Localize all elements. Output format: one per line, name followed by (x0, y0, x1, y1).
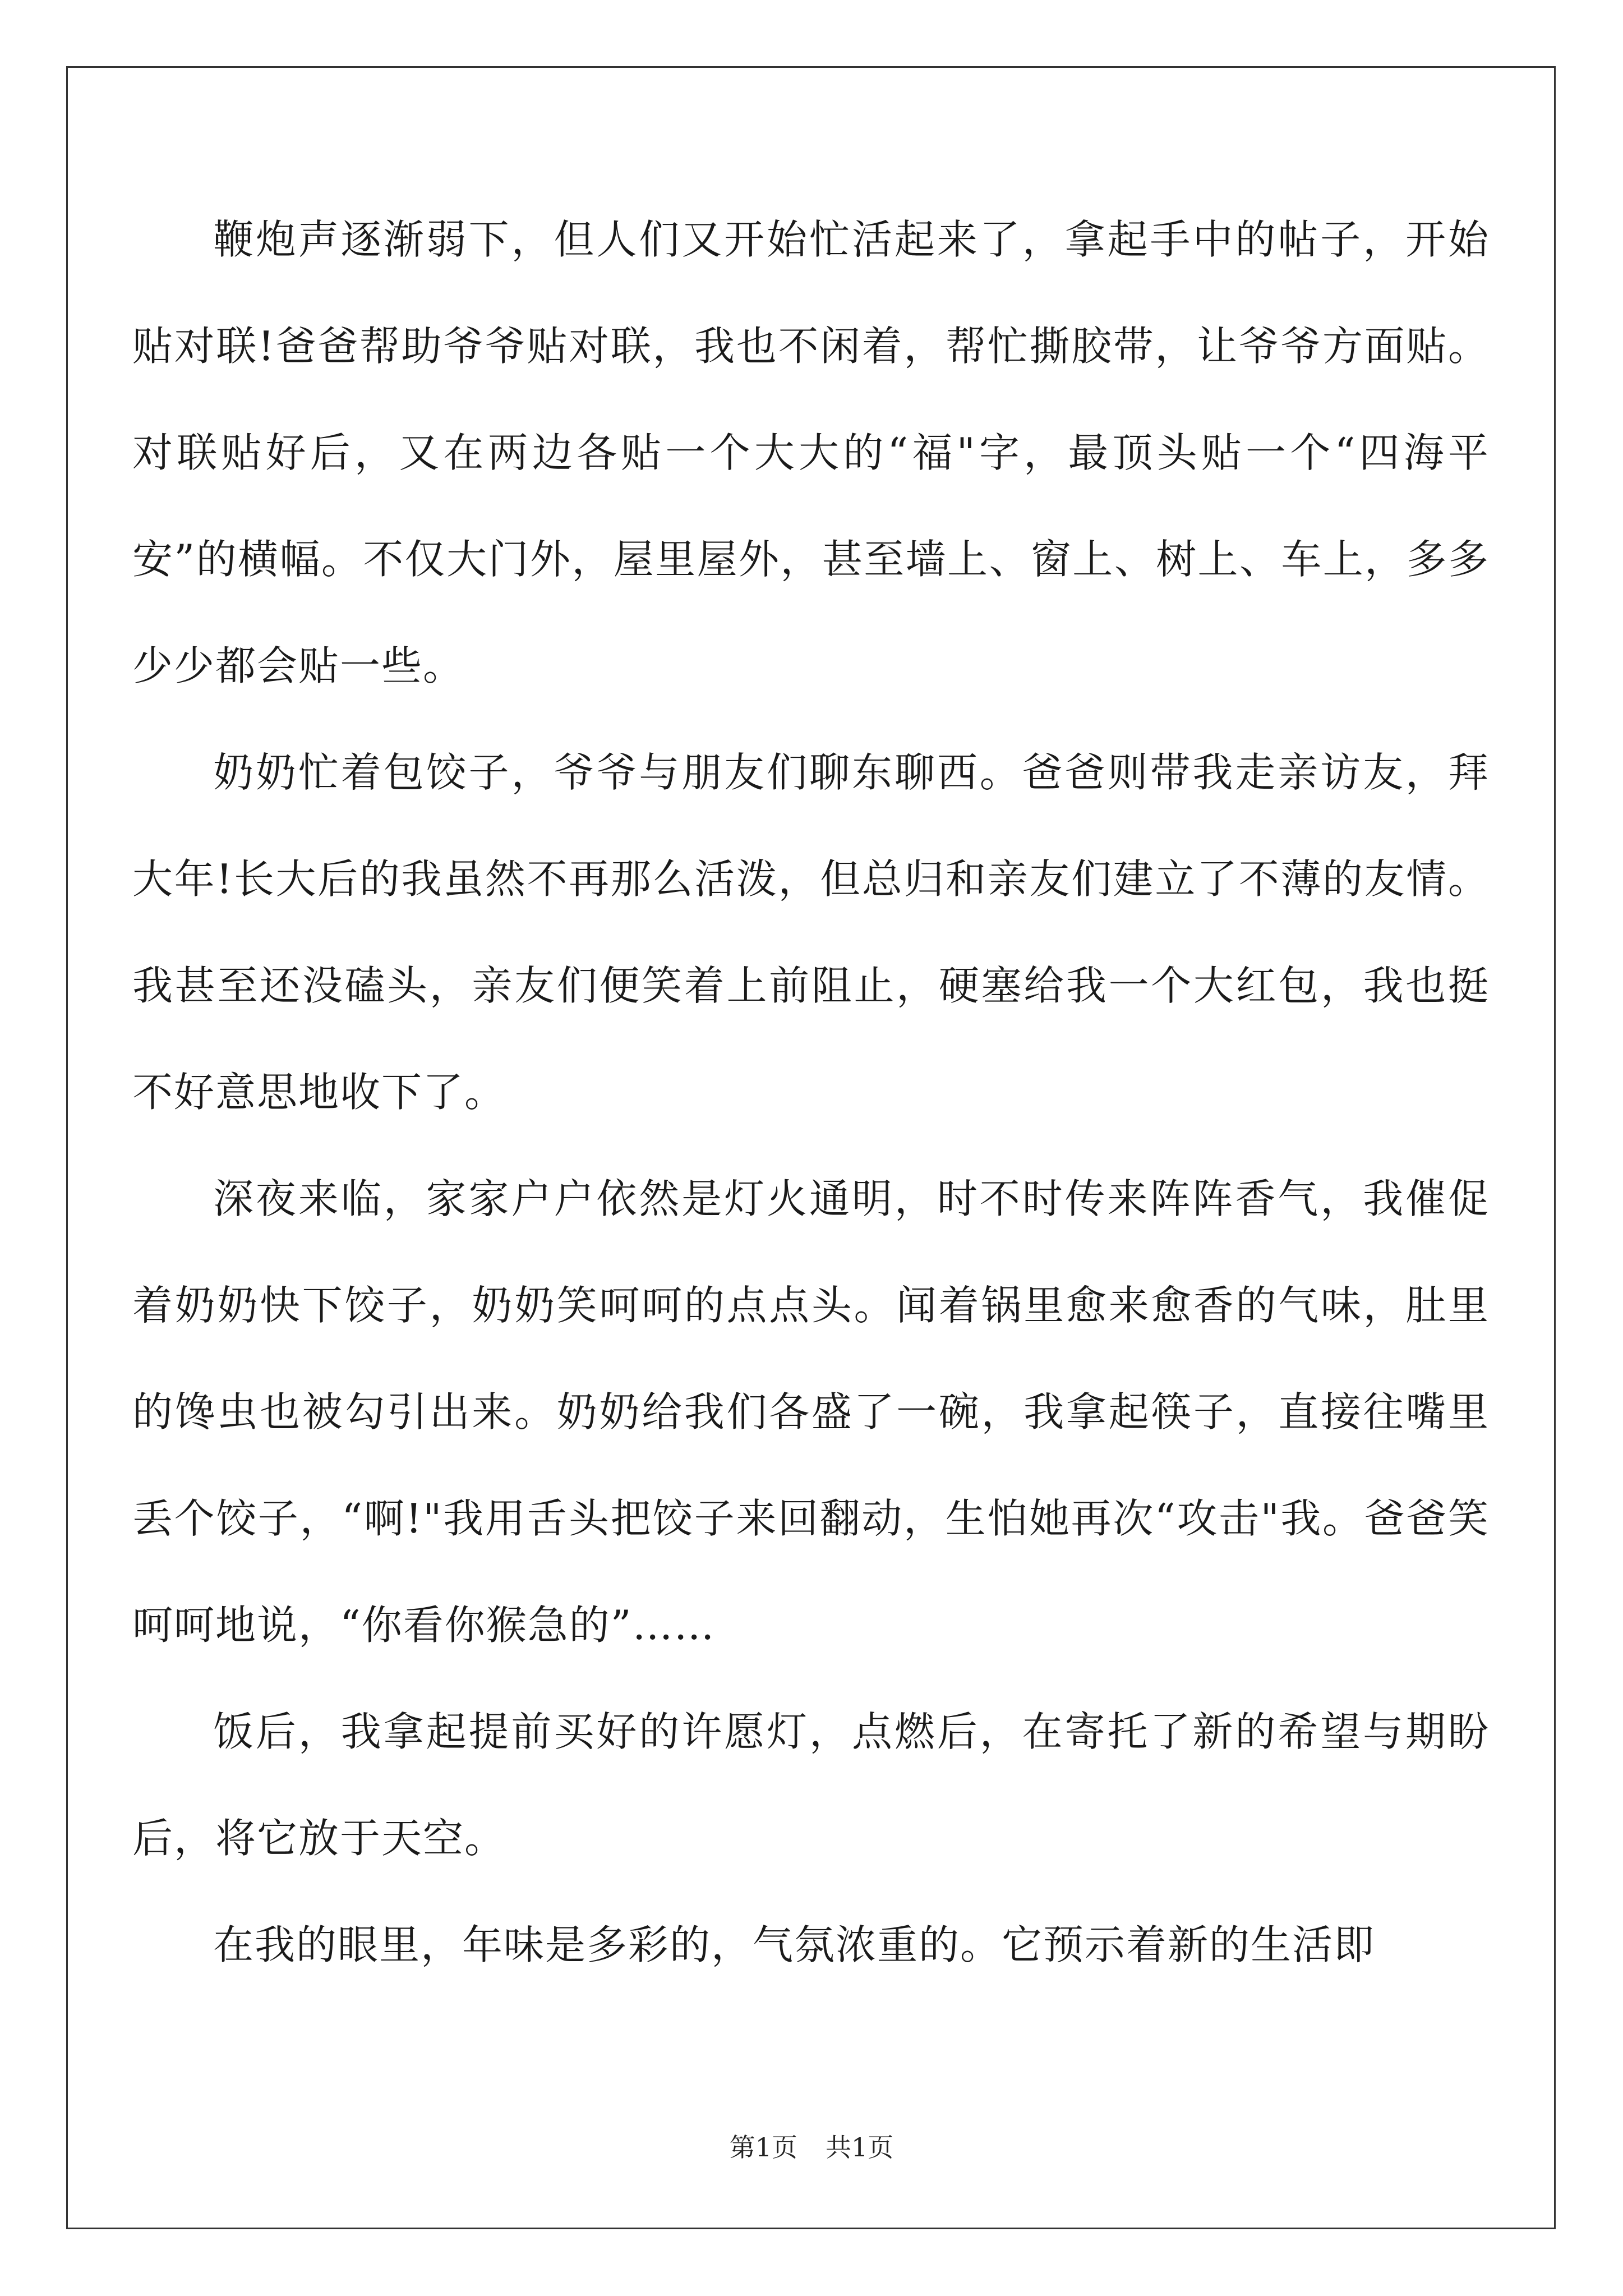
paragraph-1: 鞭炮声逐渐弱下，但人们又开始忙活起来了，拿起手中的帖子，开始贴对联!爸爸帮助爷爷贴对联，我也不闲着，帮忙撕胶带，让爷爷方面贴。对联贴好后，又在两边各贴一个大大的“福"字，最顶头贴一个“四海平安”的横幅。不仅大门外，屋里屋外，甚至墙上、窗上、树上、车上，多多少少都会贴一些。 (132, 216, 1490, 689)
document-body (132, 186, 1490, 1998)
paragraph-2: 奶奶忙着包饺子，爷爷与朋友们聊东聊西。爸爸则带我走亲访友，拜大年!长大后的我虽然不再那么活泼，但总归和亲友们建立了不薄的友情。我甚至还没磕头，亲友们便笑着上前阻止，硬塞给我一个大红包，我也挺不好意思地收下了。 (132, 749, 1490, 1116)
paragraph-4: 饭后，我拿起提前买好的许愿灯，点燃后，在寄托了新的希望与期盼后，将它放于天空。 (132, 1708, 1490, 1862)
page-number: 第1页 (729, 2132, 797, 2162)
page-total: 共1页 (826, 2132, 894, 2162)
page-footer (0, 2131, 1623, 2164)
paragraph-5: 在我的眼里，年味是多彩的，气氛浓重的。它预示着新的生活即 (213, 1921, 1376, 1968)
paragraph-3: 深夜来临，家家户户依然是灯火通明，时不时传来阵阵香气，我催促着奶奶快下饺子，奶奶笑呵呵的点点头。闻着锅里愈来愈香的气味，肚里的馋虫也被勾引出来。奶奶给我们各盛了一碗，我拿起筷子，直接往嘴里丢个饺子，“啊!"我用舌头把饺子来回翻动，生怕她再次“攻击"我。爸爸笑呵呵地说，“你看你猴急的”…… (132, 1175, 1490, 1649)
